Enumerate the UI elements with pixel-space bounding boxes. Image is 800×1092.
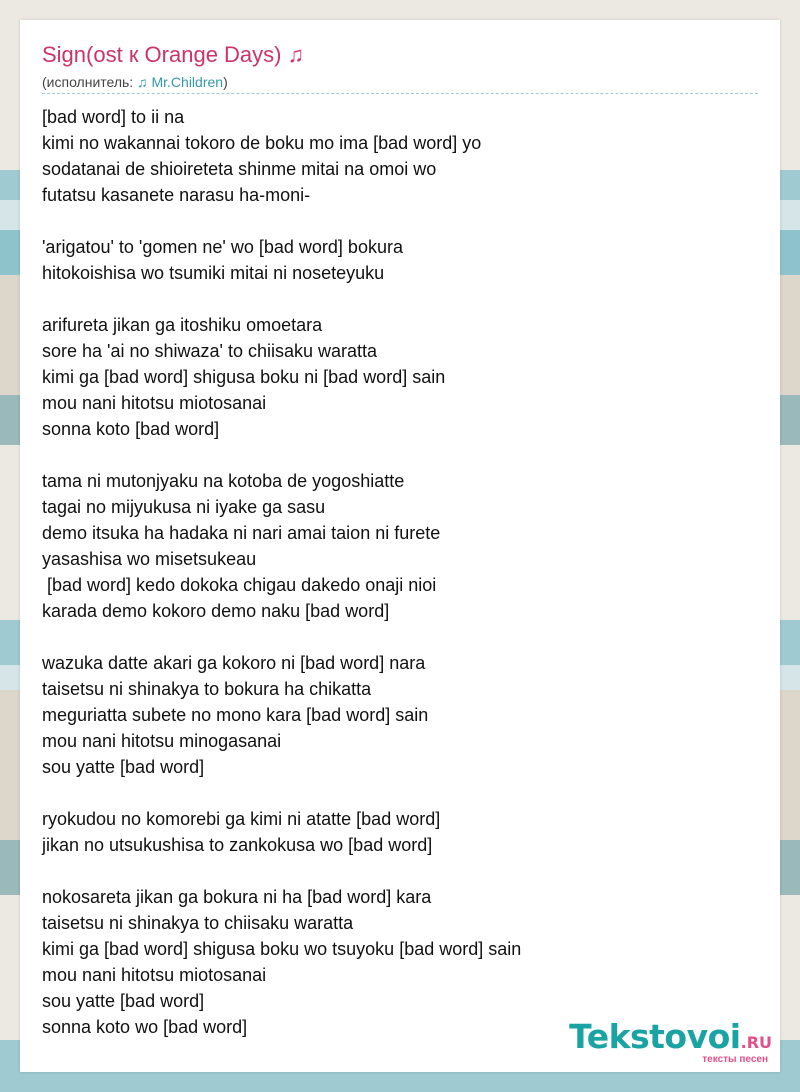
- lyric-line: ryokudou no komorebi ga kimi ni atatte [bad word]: [42, 809, 441, 829]
- lyric-line: mou nani hitotsu miotosanai: [42, 393, 267, 413]
- stanza-gap: [42, 858, 742, 884]
- lyric-line: nokosareta jikan ga bokura ni ha [bad word] kara: [42, 887, 432, 907]
- lyric-line: tama ni mutonjyaku na kotoba de yogoshiatte: [42, 471, 405, 491]
- lyric-line: wazuka datte akari ga kokoro ni [bad word] nara: [42, 653, 426, 673]
- stanza-gap: [42, 442, 742, 468]
- lyric-line: [bad word] to ii na: [42, 107, 185, 127]
- lyric-line: hitokoishisa wo tsumiki mitai ni noseteyuku: [42, 263, 385, 283]
- lyric-line: arifureta jikan ga itoshiku omoetara: [42, 315, 323, 335]
- lyric-line: mou nani hitotsu minogasanai: [42, 731, 282, 751]
- song-title: Sign(ost к Orange Days) ♫: [42, 42, 305, 67]
- lyric-line: [bad word] kedo dokoka chigau dakedo onaji nioi: [42, 575, 437, 595]
- lyric-line: sodatanai de shioireteta shinme mitai na omoi wo: [42, 159, 437, 179]
- lyric-line: tagai no mijyukusa ni iyake ga sasu: [42, 497, 326, 517]
- lyric-line: taisetsu ni shinakya to chiisaku waratta: [42, 913, 354, 933]
- lyric-line: futatsu kasanete narasu ha-moni-: [42, 185, 311, 205]
- lyric-line: yasashisa wo misetsukeau: [42, 549, 257, 569]
- stanza-gap: [42, 624, 742, 650]
- lyric-line: 'arigatou' to 'gomen ne' wo [bad word] bokura: [42, 237, 403, 257]
- lyric-line: kimi no wakannai tokoro de boku mo ima [bad word] yo: [42, 133, 482, 153]
- artist-line: [42, 74, 228, 90]
- stanza-gap: [42, 286, 742, 312]
- stanza-gap: [42, 780, 742, 806]
- lyric-line: sou yatte [bad word]: [42, 991, 205, 1011]
- lyric-line: kimi ga [bad word] shigusa boku wo tsuyoku [bad word] sain: [42, 939, 522, 959]
- artist-prefix: (исполнитель:: [42, 74, 138, 90]
- lyric-line: karada demo kokoro demo naku [bad word]: [42, 601, 390, 621]
- lyric-line: sore ha 'ai no shiwaza' to chiisaku waratta: [42, 341, 378, 361]
- lyrics-text: [42, 104, 742, 1040]
- lyric-line: meguriatta subete no mono kara [bad word] sain: [42, 705, 429, 725]
- lyric-line: kimi ga [bad word] shigusa boku ni [bad word] sain: [42, 367, 446, 387]
- title-divider: [42, 93, 758, 94]
- logo-tld-text: .RU: [740, 1033, 772, 1052]
- lyric-line: sou yatte [bad word]: [42, 757, 205, 777]
- lyrics-card: [20, 20, 780, 1072]
- lyric-line: demo itsuka ha hadaka ni nari amai taion ni furete: [42, 523, 441, 543]
- lyric-line: taisetsu ni shinakya to bokura ha chikatta: [42, 679, 372, 699]
- artist-suffix: ): [223, 74, 228, 90]
- lyric-line: sonna koto wo [bad word]: [42, 1017, 248, 1037]
- artist-link[interactable]: ♫ Mr.Children: [137, 74, 224, 90]
- logo-main-text: Tekstovoi: [569, 1017, 741, 1056]
- lyric-line: sonna koto [bad word]: [42, 419, 220, 439]
- site-logo[interactable]: [569, 1017, 772, 1065]
- stanza-gap: [42, 208, 742, 234]
- logo-tagline: тексты песен: [702, 1054, 768, 1065]
- lyric-line: mou nani hitotsu miotosanai: [42, 965, 267, 985]
- lyric-line: jikan no utsukushisa to zankokusa wo [bad word]: [42, 835, 433, 855]
